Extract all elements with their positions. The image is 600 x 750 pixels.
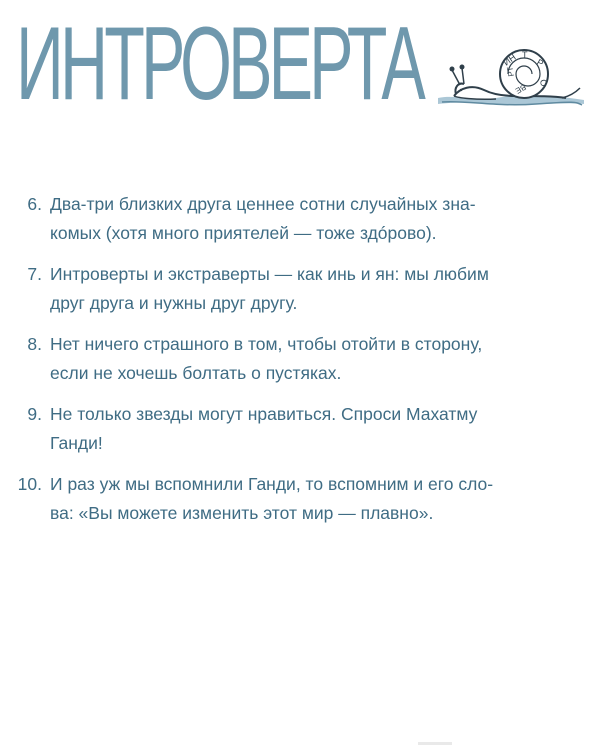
item-text-line: Нет ничего страшного в том, чтобы отойти в сторону, [50, 334, 483, 354]
item-text-line: Не только звезды могут нравиться. Спроси Махатму [50, 404, 478, 424]
item-number: 6. [27, 194, 42, 214]
snail-shell-letter: О [538, 78, 550, 88]
snail-illustration [436, 44, 586, 110]
item-text-line: друг друга и нужны друг другу. [50, 293, 298, 313]
item-number: 9. [27, 404, 42, 424]
snail-shell-letter: ВЕ [513, 82, 528, 96]
list-item [14, 330, 534, 388]
item-number: 7. [27, 264, 42, 284]
snail-shell-letter: Т [522, 50, 528, 60]
page-edge-mark [418, 742, 452, 745]
list-item [14, 470, 534, 528]
item-text-line: Интроверты и экстраверты — как инь и ян: мы любим [50, 264, 489, 284]
snail-shell-letter: ИН [501, 52, 518, 68]
list-item [14, 260, 534, 318]
item-text-line: Два-три близких друга ценнее сотни случайных зна- [50, 194, 476, 214]
item-text-line: если не хочешь болтать о пустяках. [50, 363, 342, 383]
item-number: 10. [17, 474, 42, 494]
item-text-line: комых (хотя много приятелей — тоже здóрово). [50, 223, 437, 243]
item-text-line: И раз уж мы вспомнили Ганди, то вспомним и его сло- [50, 474, 494, 494]
introvert-facts-list [14, 190, 534, 540]
list-item [14, 190, 534, 248]
item-number: 8. [27, 334, 42, 354]
snail-shell-letter: РТ [505, 65, 516, 78]
snail-shell-letter: Р [535, 57, 546, 69]
page-header-title: ИНТРОВЕРТА [16, 6, 422, 122]
item-text-line: ва: «Вы можете изменить этот мир — плавно». [50, 503, 434, 523]
list-item [14, 400, 534, 458]
item-text-line: Ганди! [50, 433, 103, 453]
